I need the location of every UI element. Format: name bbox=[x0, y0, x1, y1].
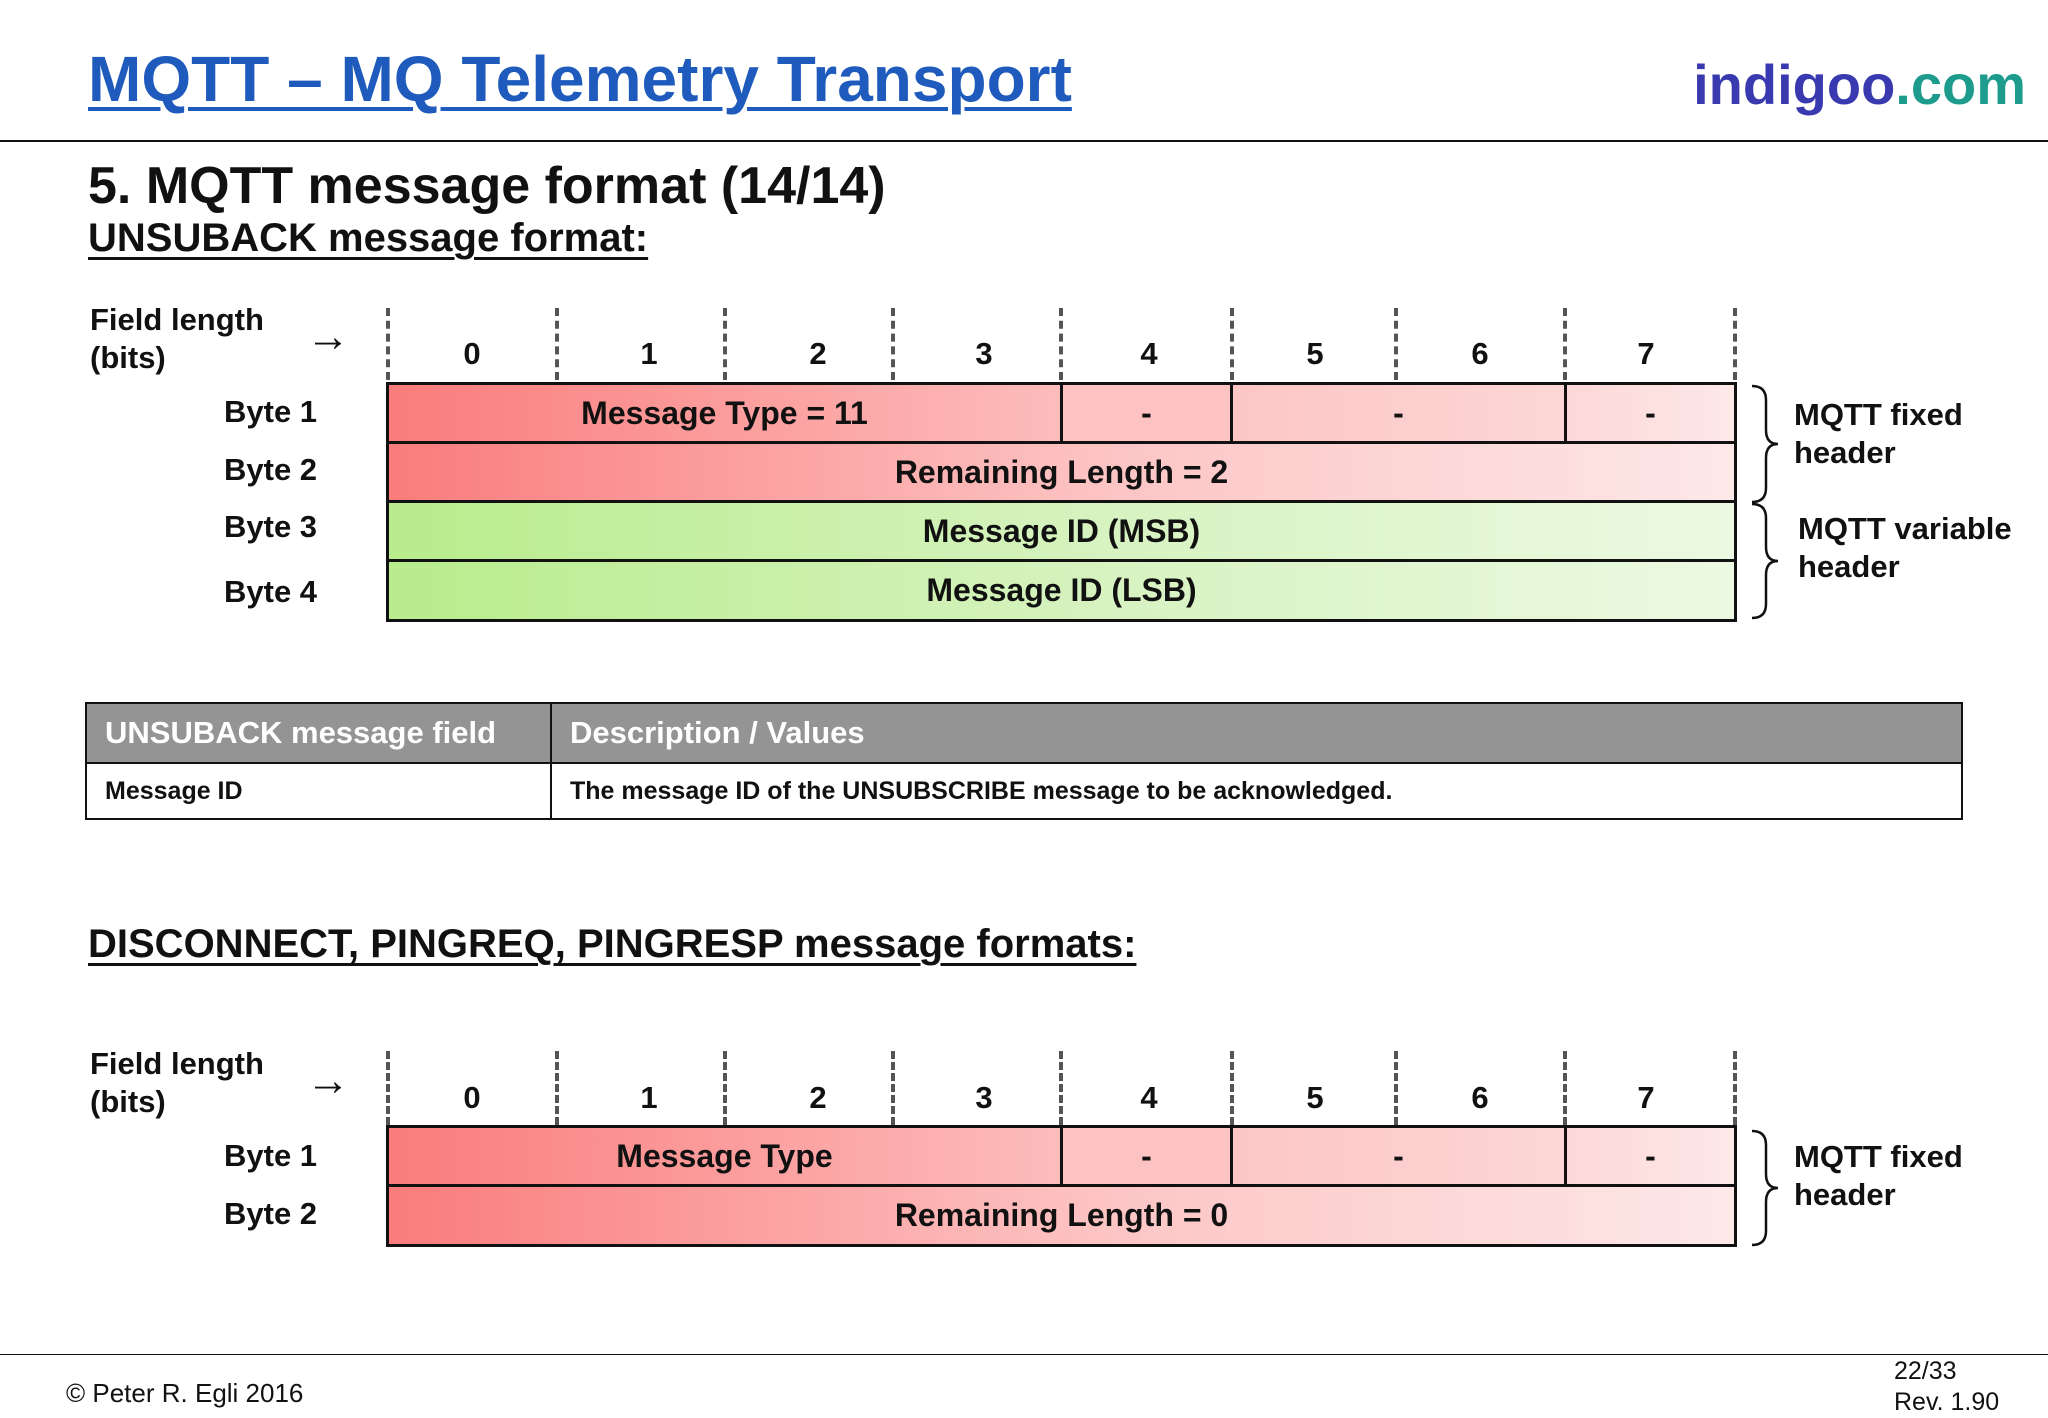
bit-number: 1 bbox=[640, 336, 658, 371]
bit-separator bbox=[555, 1051, 559, 1125]
field-reserved: - bbox=[1230, 1125, 1567, 1187]
bit-separator bbox=[1733, 308, 1737, 380]
bit-separator bbox=[723, 1051, 727, 1125]
bit-number: 7 bbox=[1637, 336, 1655, 371]
arrow-right-icon: → bbox=[306, 312, 350, 361]
brand-name: indigoo bbox=[1693, 53, 1896, 116]
bit-number: 0 bbox=[463, 336, 481, 371]
fixed-header-label: header bbox=[1794, 1177, 1896, 1212]
brand-dot: . bbox=[1895, 53, 1911, 116]
field-remaining-length: Remaining Length = 0 bbox=[386, 1184, 1737, 1247]
byte-label: Byte 2 bbox=[224, 452, 318, 487]
byte-label: Byte 3 bbox=[224, 509, 318, 544]
copyright: © Peter R. Egli 2016 bbox=[66, 1378, 304, 1408]
bit-separator bbox=[1563, 308, 1567, 380]
bit-separator bbox=[386, 308, 390, 380]
arrow-right-icon: → bbox=[306, 1056, 350, 1105]
bit-number: 3 bbox=[975, 336, 993, 371]
disconnect-subheading: DISCONNECT, PINGREQ, PINGRESP message formats: bbox=[88, 922, 1137, 966]
table-header-row bbox=[86, 703, 1962, 763]
byte-label: Byte 4 bbox=[224, 574, 318, 609]
bit-separator bbox=[1059, 1051, 1063, 1125]
bit-separator bbox=[1394, 308, 1398, 380]
bit-number: 0 bbox=[463, 1080, 481, 1115]
slide-title: MQTT – MQ Telemetry Transport bbox=[88, 43, 1072, 115]
table-row bbox=[86, 763, 1962, 819]
bit-separator bbox=[555, 308, 559, 380]
field-reserved: - bbox=[1060, 382, 1233, 444]
bit-number: 4 bbox=[1140, 336, 1158, 371]
fixed-header-brace-icon bbox=[1748, 1127, 1788, 1249]
field-message-type: Message Type bbox=[386, 1125, 1063, 1187]
bit-separator bbox=[891, 308, 895, 380]
bit-number: 4 bbox=[1140, 1080, 1158, 1115]
header-divider bbox=[0, 140, 2048, 142]
field-length-label: Field length bbox=[90, 302, 264, 337]
bit-separator bbox=[1394, 1051, 1398, 1125]
unsuback-subheading: UNSUBACK message format: bbox=[88, 216, 649, 260]
bit-number: 1 bbox=[640, 1080, 658, 1115]
table-cell: The message ID of the UNSUBSCRIBE message to be acknowledged. bbox=[551, 763, 1962, 819]
revision: Rev. 1.90 bbox=[1894, 1388, 2000, 1416]
fixed-header-label: MQTT fixed bbox=[1794, 1139, 1963, 1174]
bit-separator bbox=[723, 308, 727, 380]
fixed-header-label: MQTT fixed bbox=[1794, 397, 1963, 432]
bit-separator bbox=[1230, 308, 1234, 380]
field-message-type: Message Type = 11 bbox=[386, 382, 1063, 444]
byte-label: Byte 2 bbox=[224, 1196, 318, 1231]
field-message-id-msb: Message ID (MSB) bbox=[386, 500, 1737, 562]
bit-number: 7 bbox=[1637, 1080, 1655, 1115]
bit-number: 3 bbox=[975, 1080, 993, 1115]
bit-number: 2 bbox=[809, 336, 827, 371]
field-reserved: - bbox=[1230, 382, 1567, 444]
column-header: UNSUBACK message field bbox=[86, 703, 551, 763]
page-number: 22/33 bbox=[1894, 1357, 1957, 1385]
field-message-id-lsb: Message ID (LSB) bbox=[386, 559, 1737, 622]
field-reserved: - bbox=[1060, 1125, 1233, 1187]
bit-separator bbox=[1059, 308, 1063, 380]
bit-number: 5 bbox=[1306, 336, 1324, 371]
variable-header-brace-icon bbox=[1748, 500, 1788, 622]
bit-number: 5 bbox=[1306, 1080, 1324, 1115]
footer-divider bbox=[0, 1354, 2048, 1355]
bit-number: 6 bbox=[1471, 336, 1489, 371]
brand-tld: com bbox=[1910, 53, 2026, 116]
bit-number: 2 bbox=[809, 1080, 827, 1115]
bit-separator bbox=[386, 1051, 390, 1125]
unsuback-field-table bbox=[85, 702, 1963, 820]
bit-separator bbox=[1733, 1051, 1737, 1125]
column-header: Description / Values bbox=[551, 703, 1962, 763]
section-heading: 5. MQTT message format (14/14) bbox=[88, 157, 886, 215]
field-reserved: - bbox=[1564, 382, 1737, 444]
byte-label: Byte 1 bbox=[224, 1138, 318, 1173]
fixed-header-label: header bbox=[1794, 435, 1896, 470]
table-cell: Message ID bbox=[86, 763, 551, 819]
field-reserved: - bbox=[1564, 1125, 1737, 1187]
byte-label: Byte 1 bbox=[224, 394, 318, 429]
field-length-unit: (bits) bbox=[90, 340, 166, 375]
field-remaining-length: Remaining Length = 2 bbox=[386, 441, 1737, 503]
page-info bbox=[1894, 1356, 1999, 1418]
field-length-unit: (bits) bbox=[90, 1084, 166, 1119]
variable-header-label: header bbox=[1798, 549, 1900, 584]
bit-separator bbox=[891, 1051, 895, 1125]
field-length-label: Field length bbox=[90, 1046, 264, 1081]
fixed-header-brace-icon bbox=[1748, 382, 1788, 506]
brand-logo bbox=[1693, 52, 2026, 117]
variable-header-label: MQTT variable bbox=[1798, 511, 2012, 546]
bit-number: 6 bbox=[1471, 1080, 1489, 1115]
bit-separator bbox=[1563, 1051, 1567, 1125]
bit-separator bbox=[1230, 1051, 1234, 1125]
